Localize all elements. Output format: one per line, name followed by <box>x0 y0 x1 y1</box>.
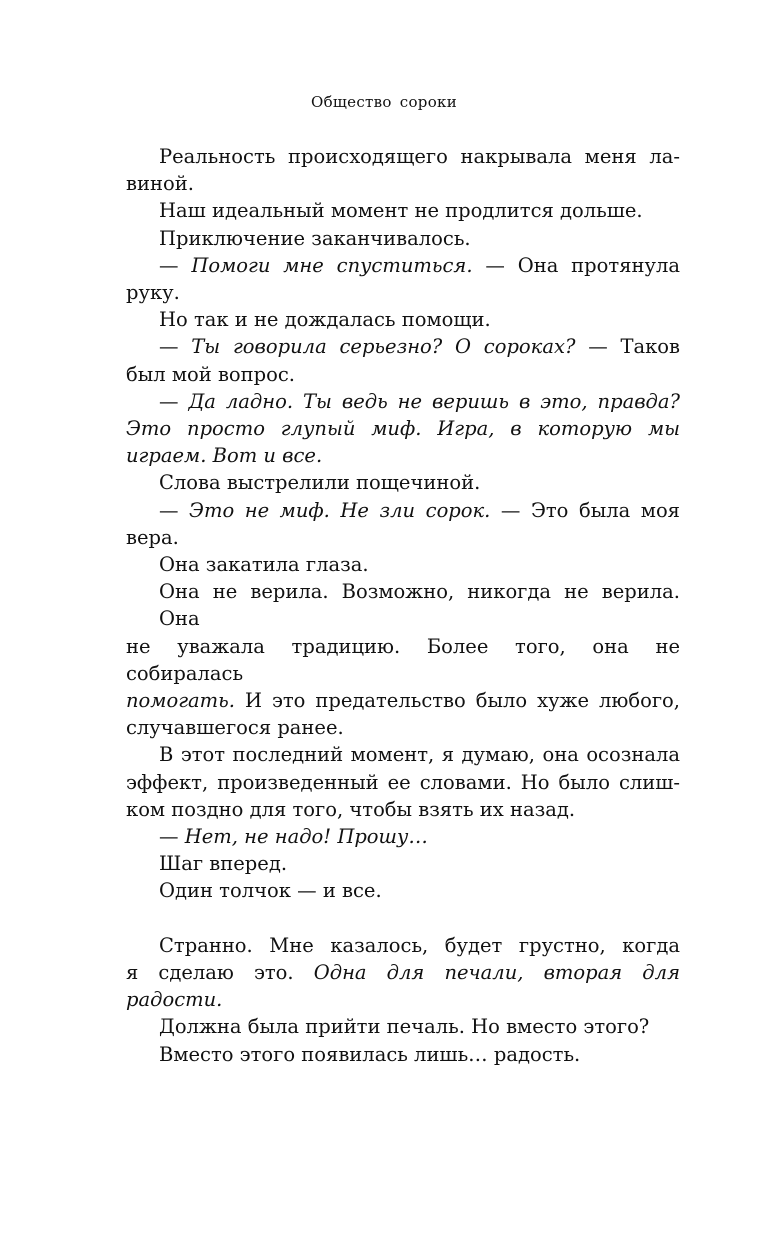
text-line: не уважала традицию. Более того, она не собиралась <box>126 634 680 685</box>
em-dash: — <box>159 825 179 849</box>
em-dash: — <box>159 389 179 413</box>
text-line: виной. <box>126 172 194 196</box>
italic-speech: Это не миф. Не зли сорок. <box>189 498 491 522</box>
italic-speech: Помоги мне спуститься. <box>191 253 473 277</box>
text-line <box>126 959 680 1013</box>
text-line: вера. <box>126 525 179 549</box>
dialogue-line <box>126 442 680 469</box>
text-line: был мой вопрос. <box>126 362 296 386</box>
section-break <box>126 905 680 932</box>
text-line: Должна была прийти печаль. Но вместо этого? <box>159 1015 650 1039</box>
text-line: случавшегося ранее. <box>126 716 344 740</box>
text-line: Приключение заканчивалось. <box>159 226 471 250</box>
italic-phrase: Одна для печали, вторая для радости. <box>126 961 680 1012</box>
narration: — Таков <box>588 335 680 359</box>
italic-speech: Да ладно. Ты ведь не веришь в это, правда? <box>188 389 680 413</box>
text-line: Один толчок — и все. <box>159 879 382 903</box>
dialogue-line <box>126 252 680 279</box>
italic-speech: играем. Вот и все. <box>126 444 323 468</box>
text-line: Реальность происходящего накрывала меня ла- <box>159 145 680 168</box>
text-line: Наш идеальный момент не продлится дольше. <box>159 199 643 223</box>
text-line: Но так и не дождалась помощи. <box>159 308 491 332</box>
page-body-text <box>126 143 680 1068</box>
text-line: ком поздно для того, чтобы взять их назад. <box>126 797 576 821</box>
text-line: Шаг вперед. <box>159 852 288 876</box>
dialogue-line <box>126 497 680 524</box>
text-line: Она не верила. Возможно, никогда не верила. Она <box>159 580 680 631</box>
narration: И это предательство было хуже любого, <box>244 689 680 713</box>
narration: — Она протянула <box>485 253 680 277</box>
em-dash: — <box>159 335 179 359</box>
italic-word: помогать. <box>126 689 235 713</box>
italic-speech: Нет, не надо! Прошу… <box>184 825 428 849</box>
italic-speech: Ты говорила серьезно? О сороках? <box>191 335 576 359</box>
italic-speech: Это просто глупый миф. Игра, в которую мы <box>126 417 680 441</box>
text-line: эффект, произведенный ее словами. Но было слиш- <box>126 770 680 794</box>
dialogue-line <box>126 415 680 442</box>
dialogue-line <box>126 333 680 360</box>
dialogue-line <box>126 823 680 850</box>
em-dash: — <box>159 498 179 522</box>
text-line: Вместо этого появилась лишь… радость. <box>159 1042 581 1066</box>
text-line: руку. <box>126 281 180 305</box>
text-line <box>126 687 680 714</box>
narration: я сделаю это. <box>126 961 294 985</box>
text-line: В этот последний момент, я думаю, она осознала <box>159 743 680 767</box>
em-dash: — <box>159 253 179 277</box>
running-header: Общество сороки <box>310 93 458 111</box>
text-line: Странно. Мне казалось, будет грустно, когда <box>159 933 680 957</box>
narration: — Это была моя <box>500 498 680 522</box>
text-line: Слова выстрелили пощечиной. <box>159 471 481 495</box>
text-line: Она закатила глаза. <box>159 553 369 577</box>
dialogue-line <box>126 388 680 415</box>
